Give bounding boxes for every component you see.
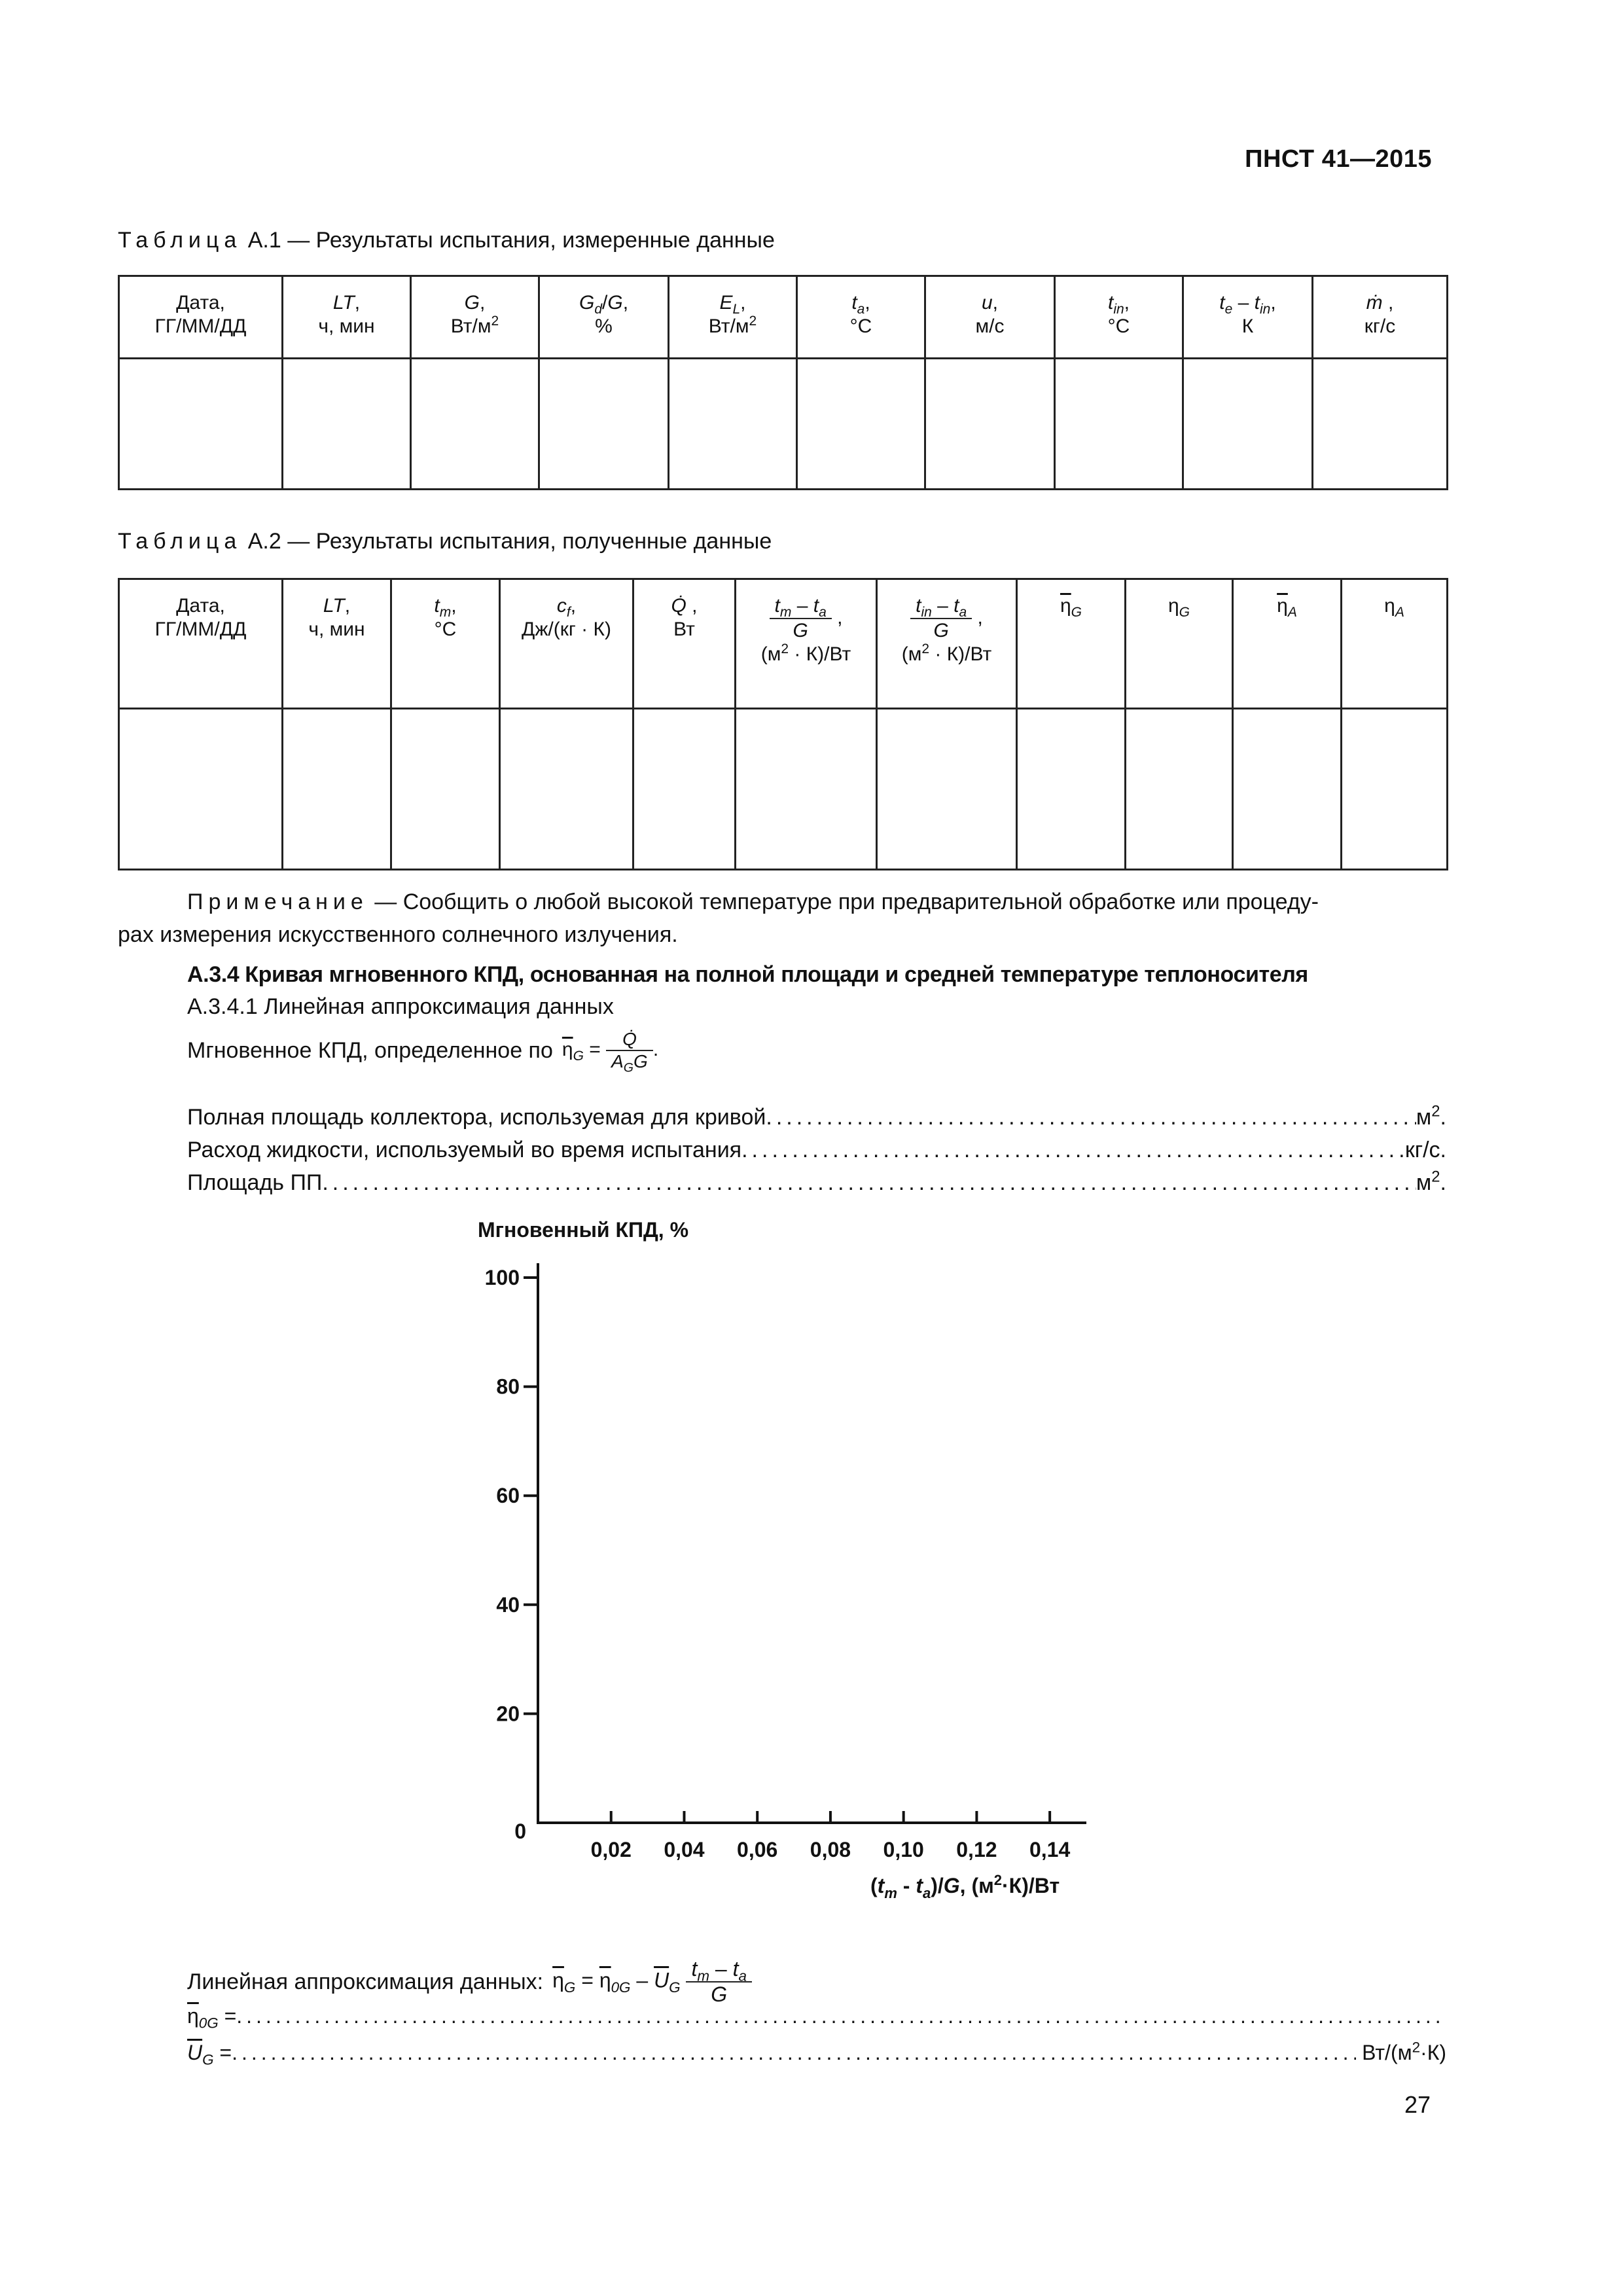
x-tick-label: 0,08 bbox=[810, 1838, 851, 1861]
note-label: Примечание bbox=[187, 889, 368, 914]
efficiency-formula: $\overline{\eta}_G$ = $\frac{Q̇}{A_GG}$ . bbox=[562, 1029, 659, 1075]
t2-cell bbox=[633, 708, 736, 869]
y-ticks bbox=[485, 1266, 538, 1843]
y-tick-label: 80 bbox=[496, 1374, 520, 1399]
efficiency-definition: Мгновенное КПД, определенное по $\overline{\eta}_G$ = $\frac{Q̇}{A_GG}$ . bbox=[187, 1029, 659, 1075]
table2 bbox=[118, 578, 1448, 870]
field-ug: $\overline{U}_G$ = ..... $Вт/(м^2\cdot К)$ bbox=[187, 2041, 1446, 2065]
y-tick-label: 40 bbox=[496, 1592, 520, 1617]
y-tick-label: 0 bbox=[514, 1820, 526, 1843]
t1-cell bbox=[1313, 358, 1448, 489]
field-flow-rate: Расход жидкости, используемый во время испытания ..... кг/с. bbox=[187, 1138, 1446, 1163]
t1-cell bbox=[411, 358, 539, 489]
standard-code: ПНСТ 41—2015 bbox=[1245, 145, 1432, 173]
note-line1: Примечание — Сообщить о любой высокой температуре при предварительной обработке или процеду- bbox=[187, 889, 1319, 914]
x-tick-label: 0,04 bbox=[664, 1838, 705, 1861]
x-tick-label: 0,02 bbox=[590, 1838, 632, 1861]
t2-col-eta-g-bar: $\overline{\eta}_G$ bbox=[1017, 579, 1126, 708]
y-tick-label: 100 bbox=[484, 1266, 520, 1289]
y-tick-label: 60 bbox=[496, 1484, 520, 1508]
chart-xlabel: $(t_m - t_a)/G$, $(м^2\cdot К)/Вт$ bbox=[870, 1872, 1060, 1901]
t1-col-el: $E_L$, $Вт/м^2$ bbox=[669, 276, 797, 357]
t1-cell bbox=[797, 358, 925, 489]
table1-caption bbox=[118, 228, 775, 253]
t1-cell bbox=[119, 358, 283, 489]
t2-col-eta-a-bar: $\overline{\eta}_A$ bbox=[1233, 579, 1342, 708]
t1-col-lt: LT, ч, мин bbox=[283, 276, 411, 357]
t2-cell bbox=[119, 708, 283, 869]
x-tick-label: 0,06 bbox=[737, 1838, 778, 1861]
table2-caption bbox=[118, 529, 772, 554]
field-eta0g: $\overline{\eta}_{0G}$ = ..... bbox=[187, 2004, 1446, 2028]
table1-caption-text: А.1 — Результаты испытания, измеренные данные bbox=[241, 228, 775, 253]
t1-col-mdot: ṁ , кг/с bbox=[1313, 276, 1448, 357]
t1-cell bbox=[669, 358, 797, 489]
t2-col-cf: $c_f$, Дж/(кг · К) bbox=[500, 579, 633, 708]
t2-col-eta-g: $\eta_G$ bbox=[1126, 579, 1233, 708]
table2-caption-text: А.2 — Результаты испытания, полученные данные bbox=[241, 529, 772, 554]
x-tick-label: 0,12 bbox=[956, 1838, 997, 1861]
t2-cell bbox=[391, 708, 500, 869]
t1-col-gd-g: $G_d/G$, % bbox=[539, 276, 669, 357]
t1-cell bbox=[539, 358, 669, 489]
table1-caption-label: Таблица bbox=[118, 228, 242, 253]
t2-cell bbox=[736, 708, 877, 869]
efficiency-chart bbox=[458, 1211, 1113, 1918]
t1-col-tin: $t_{in}$, °C bbox=[1055, 276, 1183, 357]
t2-col-qdot: Q̇ , Вт bbox=[633, 579, 736, 708]
field-pp-area: Площадь ПП ..... $м^2$. bbox=[187, 1170, 1446, 1196]
section-heading: А.3.4 Кривая мгновенного КПД, основанная на полной площади и средней температуре теплоносителя bbox=[187, 962, 1308, 987]
t2-cell bbox=[283, 708, 391, 869]
page-number: 27 bbox=[1404, 2091, 1431, 2118]
t1-cell bbox=[1183, 358, 1313, 489]
t2-col-tin-ta-g: $\frac{t_{in} - t_a}{G}$ , $(м^2 \cdot К)/Вт$ bbox=[877, 579, 1017, 708]
t1-cell bbox=[283, 358, 411, 489]
t2-cell bbox=[500, 708, 633, 869]
t2-col-tm-ta-g: $\frac{t_m - t_a}{G}$ , $(м^2 \cdot К)/Вт$ bbox=[736, 579, 877, 708]
chart-title: Мгновенный КПД, % bbox=[478, 1218, 689, 1242]
t1-cell bbox=[925, 358, 1055, 489]
t2-cell bbox=[877, 708, 1017, 869]
approximation-line: Линейная аппроксимация данных: $\overline{\eta}_G = \overline{\eta}_{0G} - \overline{U}_G$ $\frac{t_m - t_a}{G}$ bbox=[187, 1957, 752, 2007]
approximation-formula: $\overline{\eta}_G = \overline{\eta}_{0G} - \overline{U}_G$ $\frac{t_m - t_a}{G}$ bbox=[552, 1957, 752, 2007]
t2-cell bbox=[1342, 708, 1448, 869]
note-line2: рах измерения искусственного солнечного излучения. bbox=[118, 922, 678, 947]
t2-col-tm: $t_m$, °C bbox=[391, 579, 500, 708]
t1-col-ta: $t_a$, °C bbox=[797, 276, 925, 357]
table2-caption-label: Таблица bbox=[118, 529, 242, 554]
t2-cell bbox=[1017, 708, 1126, 869]
field-gross-area: Полная площадь коллектора, используемая для кривой ..... $м^2$. bbox=[187, 1105, 1446, 1130]
t1-col-date: Дата, ГГ/ММ/ДД bbox=[119, 276, 283, 357]
t2-cell bbox=[1126, 708, 1233, 869]
t2-col-eta-a: $\eta_A$ bbox=[1342, 579, 1448, 708]
y-tick-label: 20 bbox=[496, 1702, 520, 1726]
t1-col-g: G, $Вт/м^2$ bbox=[411, 276, 539, 357]
t1-col-u: u, м/с bbox=[925, 276, 1055, 357]
section-subheading: А.3.4.1 Линейная аппроксимация данных bbox=[187, 994, 614, 1019]
x-tick-label: 0,14 bbox=[1029, 1838, 1071, 1861]
t2-col-date: Дата, ГГ/ММ/ДД bbox=[119, 579, 283, 708]
table1 bbox=[118, 275, 1448, 490]
t1-col-te-tin: $t_e - t_{in}$, К bbox=[1183, 276, 1313, 357]
t2-col-lt: LT, ч, мин bbox=[283, 579, 391, 708]
x-tick-label: 0,10 bbox=[883, 1838, 924, 1861]
t1-cell bbox=[1055, 358, 1183, 489]
t2-cell bbox=[1233, 708, 1342, 869]
x-ticks bbox=[591, 1811, 1071, 1861]
